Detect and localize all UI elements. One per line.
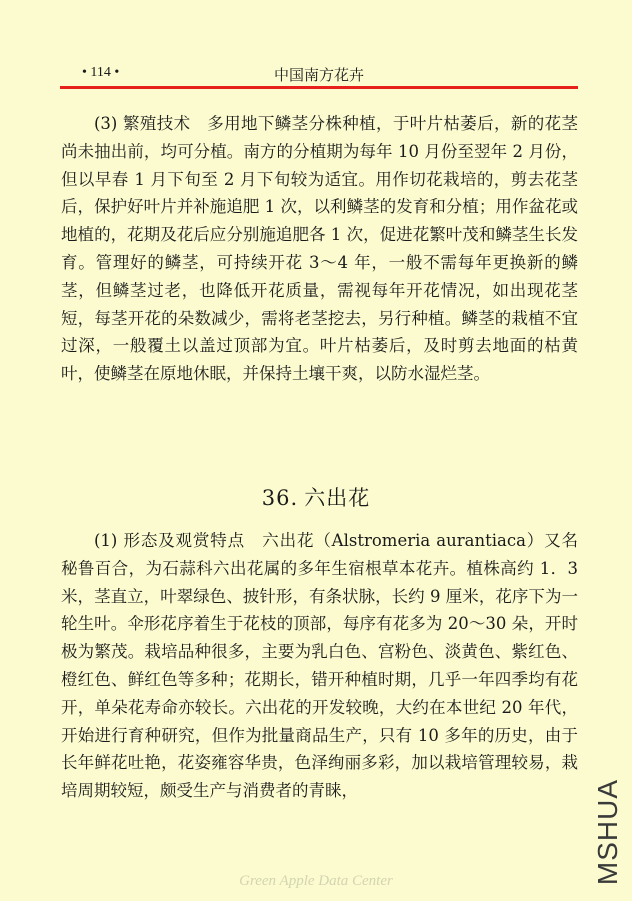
- header-rule: [60, 86, 578, 89]
- section-35-propagation: [61, 110, 578, 388]
- section-heading-36: [0, 482, 632, 512]
- running-title: 中国南方花卉: [273, 66, 364, 84]
- section-number: 36.: [261, 486, 299, 510]
- page-number: • 114 •: [82, 65, 120, 80]
- side-watermark-text: MSHUA: [592, 778, 623, 886]
- footer-watermark: Green Apple Data Center: [239, 873, 393, 889]
- section-36-body: [61, 527, 578, 805]
- section-title: 六出花: [304, 486, 371, 510]
- paragraph-morphology: (1) 形态及观赏特点 六出花（Alstromeria aurantiaca）又名秘鲁百合，为石蒜科六出花属的多年生宿根草本花卉。植株高约 1．3 米，茎直立，叶翠绿色、披针形，有条状脉，长约 9 厘米，花序下为一轮生叶。伞形花序着生于花枝的顶部，每序有花多为 20～30 朵，开时极为繁茂。栽培品种很多，主要为乳白色、宫粉色、淡黄色、紫红色、橙红色、鲜红色等多种；花期长，错开种植时期，几乎一年四季均有花开，单朵花寿命亦较长。六出花的开发较晚，大约在本世纪 20 年代，开始进行育种研究，但作为批量商品生产，只有 10 多年的历史，由于长年鲜花吐艳，花姿雍容华贵，色泽绚丽多彩，加以栽培管理较易，栽培周期较短，颇受生产与消费者的青睐，: [61, 531, 578, 801]
- paragraph-propagation: (3) 繁殖技术 多用地下鳞茎分株种植，于叶片枯萎后，新的花茎尚未抽出前，均可分植。南方的分植期为每年 10 月份至翌年 2 月份，但以早春 1 月下旬至 2 月下旬较为适宜。用作切花栽培的，剪去花茎后，保护好叶片并补施追肥 1 次，以利鳞茎的发育和分植；用作盆花或地植的，花期及花后应分别施追肥各 1 次，促进花繁叶茂和鳞茎生长发育。管理好的鳞茎，可持续开花 3～4 年，一般不需每年更换新的鳞茎，但鳞茎过老，也降低开花质量，需视每年开花情况，如出现花茎短，每茎开花的朵数减少，需将老茎挖去，另行种植。鳞茎的栽植不宜过深，一般覆土以盖过顶部为宜。叶片枯萎后，及时剪去地面的枯黄叶，使鳞茎在原地休眠，并保持土壤干爽，以防水湿烂茎。: [61, 114, 578, 384]
- page-header: [60, 63, 578, 85]
- side-watermark: [588, 776, 628, 888]
